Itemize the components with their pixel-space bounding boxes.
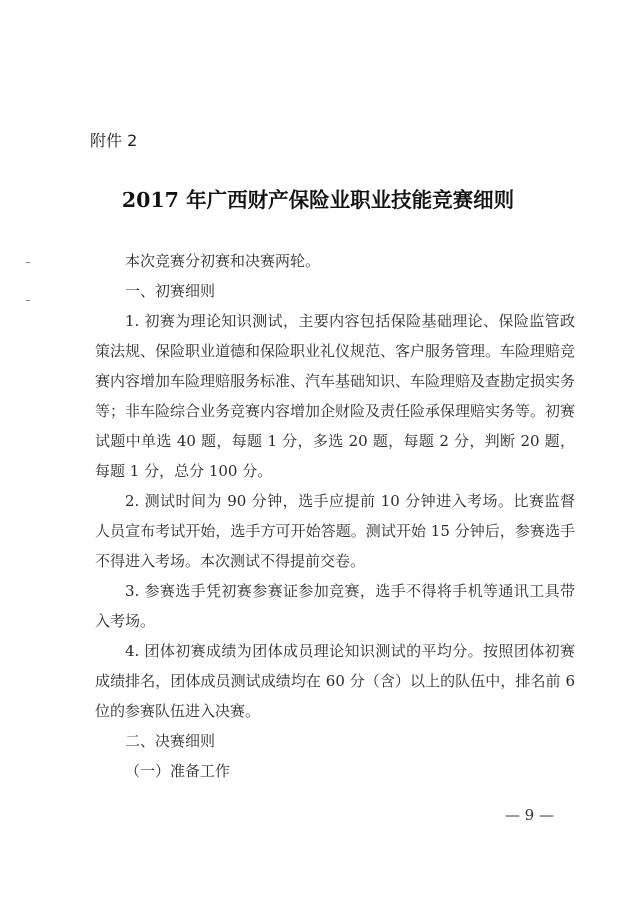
document-body <box>95 246 575 786</box>
paragraph-item-2: 2. 测试时间为 90 分钟，选手应提前 10 分钟进入考场。比赛监督人员宣布考试开始，选手方可开始答题。测试开始 15 分钟后，参赛选手不得进入考场。本次测试不得提前交卷。 <box>95 492 575 570</box>
section-heading-final: 二、决赛细则 <box>125 732 216 750</box>
section-heading-preliminary: 一、初赛细则 <box>125 282 216 300</box>
attachment-label: 附件 2 <box>90 131 138 150</box>
page-number: — 9 — <box>504 806 554 824</box>
paragraph-item-1: 1. 初赛为理论知识测试，主要内容包括保险基础理论、保险监管政策法规、保险职业道德和保险职业礼仪规范、客户服务管理。车险理赔竞赛内容增加车险理赔服务标准、汽车基础知识、车险理赔及查勘定损实务等；非车险综合业务竞赛内容增加企财险及责任险承保理赔实务等。初赛试题中单选 40 题，每题 1 分，多选 20 题，每题 2 分，判断 20 题，每题 1 分，总分 100 分。 <box>95 312 576 480</box>
scan-mark <box>26 300 30 301</box>
intro-paragraph: 本次竞赛分初赛和决赛两轮。 <box>125 252 321 270</box>
scan-mark <box>26 262 30 263</box>
paragraph-item-3: 3. 参赛选手凭初赛参赛证参加竞赛，选手不得将手机等通讯工具带入考场。 <box>95 582 575 630</box>
document-title: 2017 年广西财产保险业职业技能竞赛细则 <box>121 188 515 212</box>
paragraph-item-4: 4. 团体初赛成绩为团体成员理论知识测试的平均分。按照团体初赛成绩排名，团体成员测试成绩均在 60 分（含）以上的队伍中，排名前 6 位的参赛队伍进入决赛。 <box>95 642 575 720</box>
subsection-heading-preparation: （一）准备工作 <box>125 762 231 780</box>
